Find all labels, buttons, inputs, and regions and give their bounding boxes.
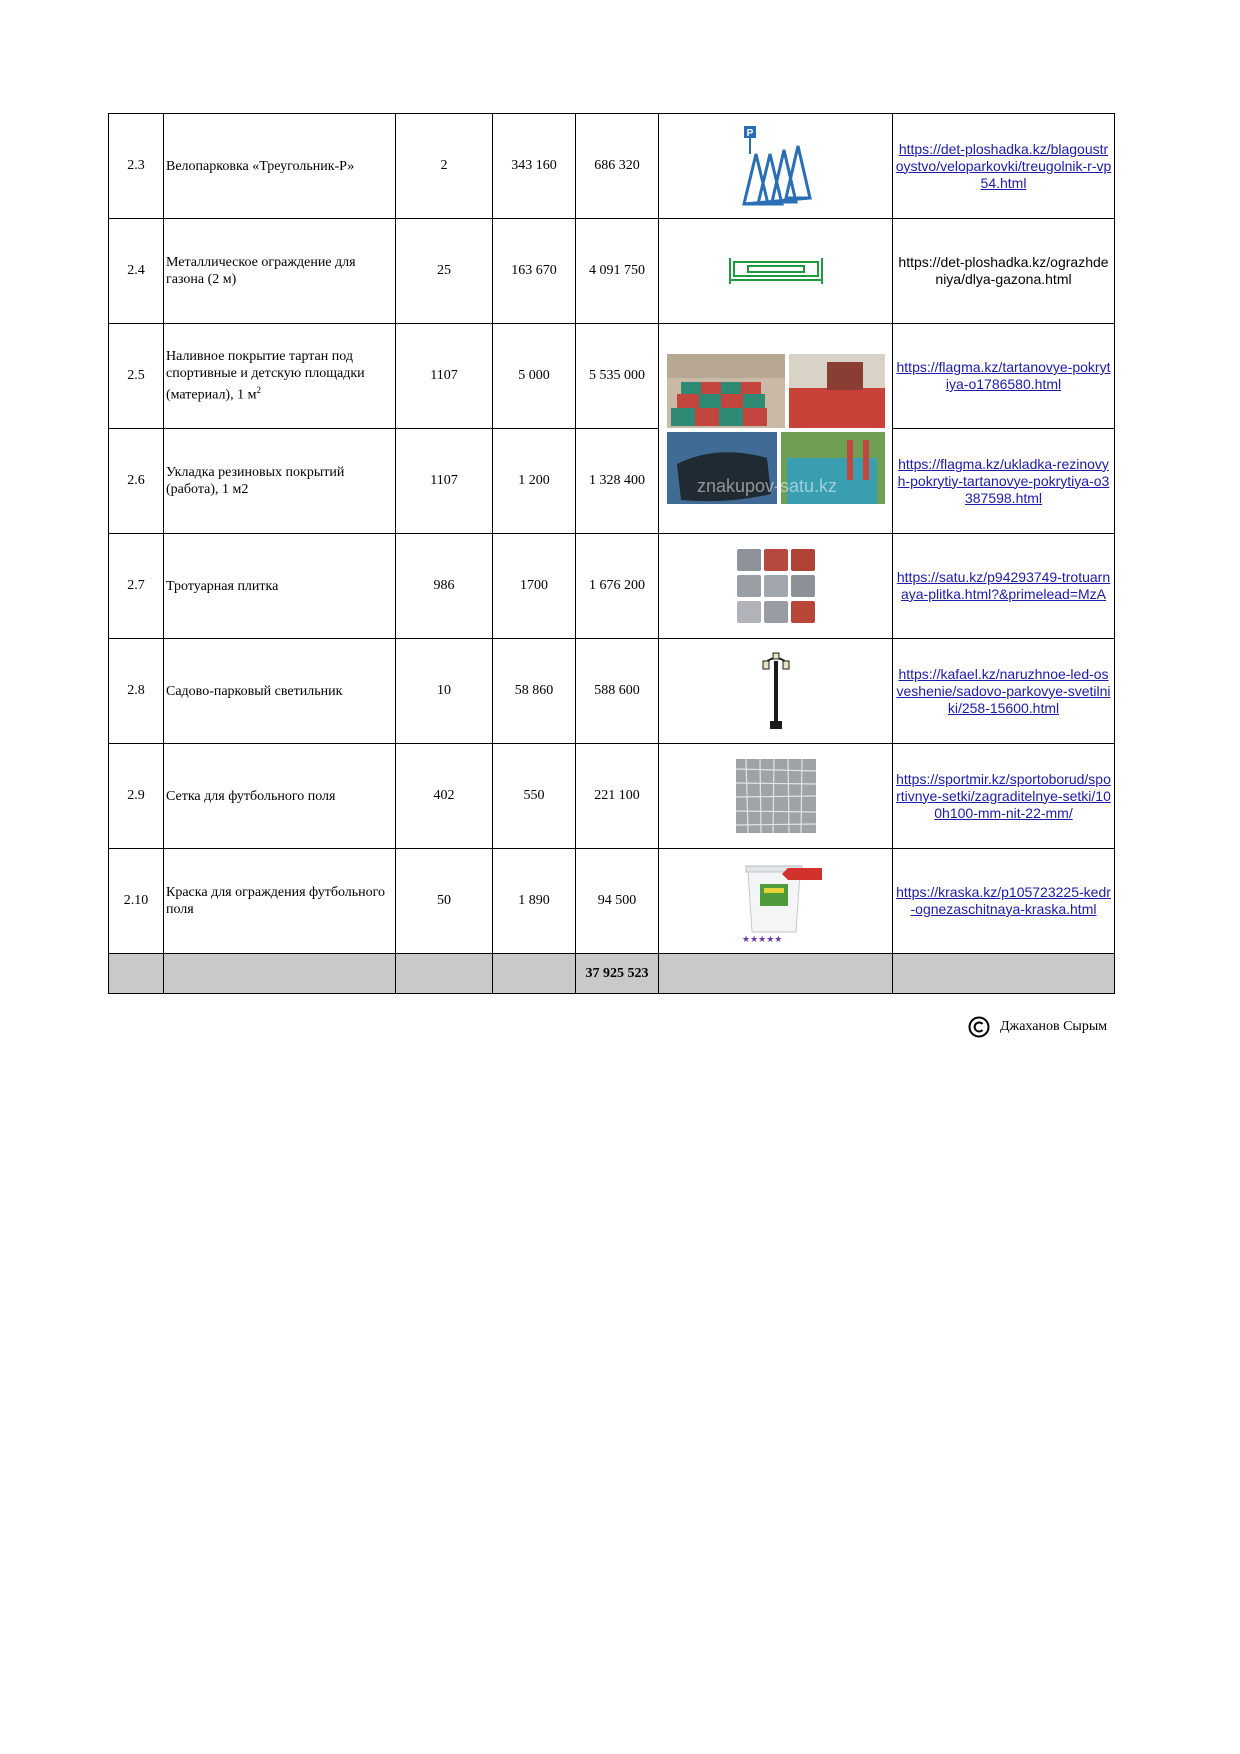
street-lamp-icon <box>761 651 791 731</box>
item-qty: 50 <box>396 849 493 954</box>
item-sum: 1 328 400 <box>576 429 659 534</box>
rubber-coating-photo <box>667 354 885 504</box>
item-name: Краска для ограждения футбольного поля <box>164 849 396 954</box>
table-row <box>109 744 1115 849</box>
bike-parking-icon <box>736 124 816 208</box>
item-link[interactable]: https://kraska.kz/p105723225-kedr-ognezaschitnaya-kraska.html <box>896 884 1111 917</box>
item-sum: 5 535 000 <box>576 324 659 429</box>
item-qty: 10 <box>396 639 493 744</box>
item-name: Наливное покрытие тартан под спортивные и детскую площадки (материал), 1 $м^2$ <box>164 324 396 429</box>
item-link-cell <box>893 744 1115 849</box>
item-name: Тротуарная плитка <box>164 534 396 639</box>
row-number: 2.6 <box>109 429 164 534</box>
item-link-cell <box>893 429 1115 534</box>
item-sum: 221 100 <box>576 744 659 849</box>
svg-text:★★★★★: ★★★★★ <box>741 935 782 944</box>
item-price: 550 <box>493 744 576 849</box>
item-name: Металлическое ограждение для газона (2 м) <box>164 219 396 324</box>
item-qty: 1107 <box>396 429 493 534</box>
svg-text:P: P <box>746 128 753 139</box>
item-link[interactable]: https://kafael.kz/naruzhnoe-led-osveshenie/sadovo-parkovye-svetilniki/258-15600.html <box>896 665 1111 716</box>
table-row <box>109 324 1115 429</box>
row-number: 2.7 <box>109 534 164 639</box>
author-name: Джаханов Сырым <box>1000 1019 1108 1034</box>
table-row <box>109 429 1115 534</box>
item-image-cell <box>659 534 893 639</box>
item-link-cell <box>893 324 1115 429</box>
row-number: 2.4 <box>109 219 164 324</box>
item-price: 163 670 <box>493 219 576 324</box>
item-link[interactable]: https://det-ploshadka.kz/ograzhdeniya/dlya-gazona.html <box>898 254 1109 287</box>
item-link[interactable]: https://flagma.kz/ukladka-rezinovyh-pokrytiy-tartanovye-pokrytiya-o3387598.html <box>897 455 1110 506</box>
paving-tiles-photo <box>734 546 818 626</box>
item-qty: 2 <box>396 114 493 219</box>
item-link[interactable]: https://det-ploshadka.kz/blagoustroystvo/veloparkovki/treugolnik-r-vp54.html <box>895 140 1112 191</box>
item-image-cell <box>659 849 893 954</box>
item-sum: 686 320 <box>576 114 659 219</box>
table-row <box>109 114 1115 219</box>
table-row <box>109 534 1115 639</box>
item-price: 1700 <box>493 534 576 639</box>
item-price: 1 200 <box>493 429 576 534</box>
total-empty-cell <box>164 954 396 994</box>
net-photo <box>736 759 816 833</box>
total-empty-cell <box>396 954 493 994</box>
lawn-fence-icon <box>726 256 826 286</box>
item-sum: 4 091 750 <box>576 219 659 324</box>
row-number: 2.8 <box>109 639 164 744</box>
item-link-cell <box>893 849 1115 954</box>
copyright-line <box>968 1016 1107 1038</box>
item-image-cell <box>659 114 893 219</box>
item-link-cell <box>893 639 1115 744</box>
item-qty: 25 <box>396 219 493 324</box>
paint-bucket-photo <box>730 858 822 944</box>
item-qty: 986 <box>396 534 493 639</box>
row-number: 2.3 <box>109 114 164 219</box>
item-name: Велопарковка «Треугольник-Р» <box>164 114 396 219</box>
item-sum: 588 600 <box>576 639 659 744</box>
item-price: 343 160 <box>493 114 576 219</box>
row-number: 2.5 <box>109 324 164 429</box>
item-image-cell <box>659 324 893 534</box>
row-number: 2.10 <box>109 849 164 954</box>
item-image-cell <box>659 744 893 849</box>
item-image-cell <box>659 639 893 744</box>
item-link[interactable]: https://satu.kz/p94293749-trotuarnaya-plitka.html?&primelead=MzA <box>896 569 1111 602</box>
total-empty-cell <box>109 954 164 994</box>
item-qty: 402 <box>396 744 493 849</box>
row-number: 2.9 <box>109 744 164 849</box>
item-link-cell <box>893 219 1115 324</box>
item-qty: 1107 <box>396 324 493 429</box>
image-watermark: znakupov-satu.kz <box>696 475 837 496</box>
item-image-cell <box>659 219 893 324</box>
item-price: 5 000 <box>493 324 576 429</box>
grand-total: 37 925 523 <box>576 954 659 994</box>
item-price: 1 890 <box>493 849 576 954</box>
item-price: 58 860 <box>493 639 576 744</box>
item-link[interactable]: https://flagma.kz/tartanovye-pokrytiya-o1786580.html <box>896 359 1111 392</box>
table-row <box>109 849 1115 954</box>
item-name: Сетка для футбольного поля <box>164 744 396 849</box>
total-empty-cell <box>893 954 1115 994</box>
table-row <box>109 639 1115 744</box>
items-table <box>108 113 1115 994</box>
total-row <box>109 954 1115 994</box>
total-empty-cell <box>659 954 893 994</box>
item-link-cell <box>893 534 1115 639</box>
item-link[interactable]: https://sportmir.kz/sportoborud/sportivnye-setki/zagraditelnye-setki/100h100-mm-nit-22-mm/ <box>896 770 1111 821</box>
item-link-cell <box>893 114 1115 219</box>
total-empty-cell <box>493 954 576 994</box>
item-name: Укладка резиновых покрытий (работа), 1 м2 <box>164 429 396 534</box>
item-name: Садово-парковый светильник <box>164 639 396 744</box>
item-sum: 1 676 200 <box>576 534 659 639</box>
copyright-icon <box>968 1016 990 1038</box>
table-row <box>109 219 1115 324</box>
item-sum: 94 500 <box>576 849 659 954</box>
